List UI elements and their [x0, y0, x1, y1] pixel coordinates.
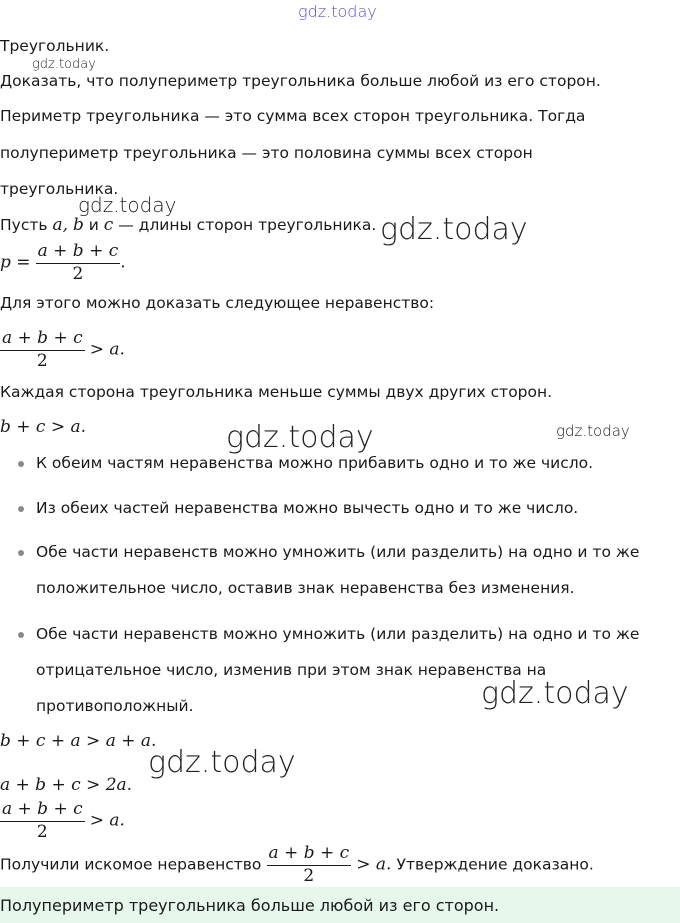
bullet-dot — [18, 550, 24, 556]
result-sentence — [0, 843, 594, 886]
watermark-small: gdz.today — [32, 57, 96, 72]
watermark-large: gdz.today — [481, 676, 629, 711]
list-item: Обе части неравенств можно умножить (или разделить) на одно и то же — [36, 625, 640, 643]
inequality-5 — [0, 799, 125, 842]
fraction-denominator: 2 — [72, 264, 84, 284]
list-item: Обе части неравенств можно умножить (или разделить) на одно и то же — [36, 543, 640, 561]
watermark-large: gdz.today — [148, 745, 296, 780]
let-prefix: Пусть — [0, 216, 48, 234]
watermark-top: gdz.today — [298, 2, 377, 21]
fraction-numerator: a + b + c — [36, 241, 121, 264]
fraction-denominator: 2 — [36, 351, 48, 371]
inequality-3: b + c + a > a + a. — [0, 731, 157, 751]
triangle-rule: Каждая сторона треугольника меньше суммы двух других сторон. — [0, 383, 553, 401]
task-statement: Доказать, что полупериметр треугольника больше любой из его сторон. — [0, 72, 601, 90]
var-c: c — [103, 215, 114, 235]
list-item-continuation: положительное число, оставив знак неравенства без изменения. — [36, 579, 575, 597]
prove-statement: Для этого можно доказать следующее неравенство: — [0, 294, 435, 312]
watermark-large: gdz.today — [226, 420, 374, 455]
let-suffix: — длины сторон треугольника. — [118, 216, 377, 234]
semiperimeter-formula — [0, 241, 126, 284]
paragraph-line: Периметр треугольника — это сумма всех сторон треугольника. Тогда — [0, 107, 586, 125]
bullet-dot — [18, 506, 24, 512]
list-item: К обеим частям неравенства можно прибавить одно и то же число. — [36, 454, 594, 472]
doc-title: Треугольник. — [0, 37, 110, 55]
inequality-4: a + b + c > 2a. — [0, 775, 133, 795]
var-b: b — [72, 215, 84, 235]
fraction-denominator: 2 — [36, 822, 48, 842]
inequality-rhs: > a. — [356, 854, 392, 875]
var-a: a — [52, 215, 63, 235]
conj-and: и — [88, 216, 99, 234]
watermark-medium: gdz.today — [78, 193, 177, 217]
result-prefix: Получили искомое неравенство — [0, 855, 262, 874]
watermark-large: gdz.today — [380, 212, 528, 247]
result-suffix: Утверждение доказано. — [396, 855, 594, 874]
list-item: Из обеих частей неравенства можно вычесть одно и то же число. — [36, 499, 579, 517]
fraction — [267, 843, 352, 886]
bullet-dot — [18, 461, 24, 467]
fraction — [0, 799, 85, 842]
inequality-1 — [0, 328, 125, 371]
list-item-continuation: отрицательное число, изменив при этом знак неравенства на — [36, 661, 547, 679]
paragraph-line: полупериметр треугольника — это половина суммы всех сторон — [0, 144, 533, 162]
conclusion-text: Полупериметр треугольника больше любой из его сторон. — [0, 896, 500, 915]
fraction — [0, 328, 85, 371]
fraction-denominator: 2 — [303, 866, 315, 886]
p-lhs: p = — [0, 252, 31, 273]
inequality-2: b + c > a. — [0, 417, 87, 437]
fraction — [36, 241, 121, 284]
fraction-numerator: a + b + c — [0, 799, 85, 822]
fraction-numerator: a + b + c — [0, 328, 85, 351]
inequality-rhs: > a. — [89, 810, 125, 831]
let-sentence — [0, 215, 376, 235]
paragraph-line: треугольника. — [0, 180, 119, 198]
comma: , — [62, 215, 68, 235]
watermark-small: gdz.today — [556, 422, 630, 440]
inequality-rhs: > a. — [89, 339, 125, 360]
p-dot: . — [120, 252, 126, 273]
fraction-numerator: a + b + c — [267, 843, 352, 866]
conclusion-box — [0, 887, 680, 923]
bullet-dot — [18, 632, 24, 638]
list-item-continuation: противоположный. — [36, 697, 194, 715]
